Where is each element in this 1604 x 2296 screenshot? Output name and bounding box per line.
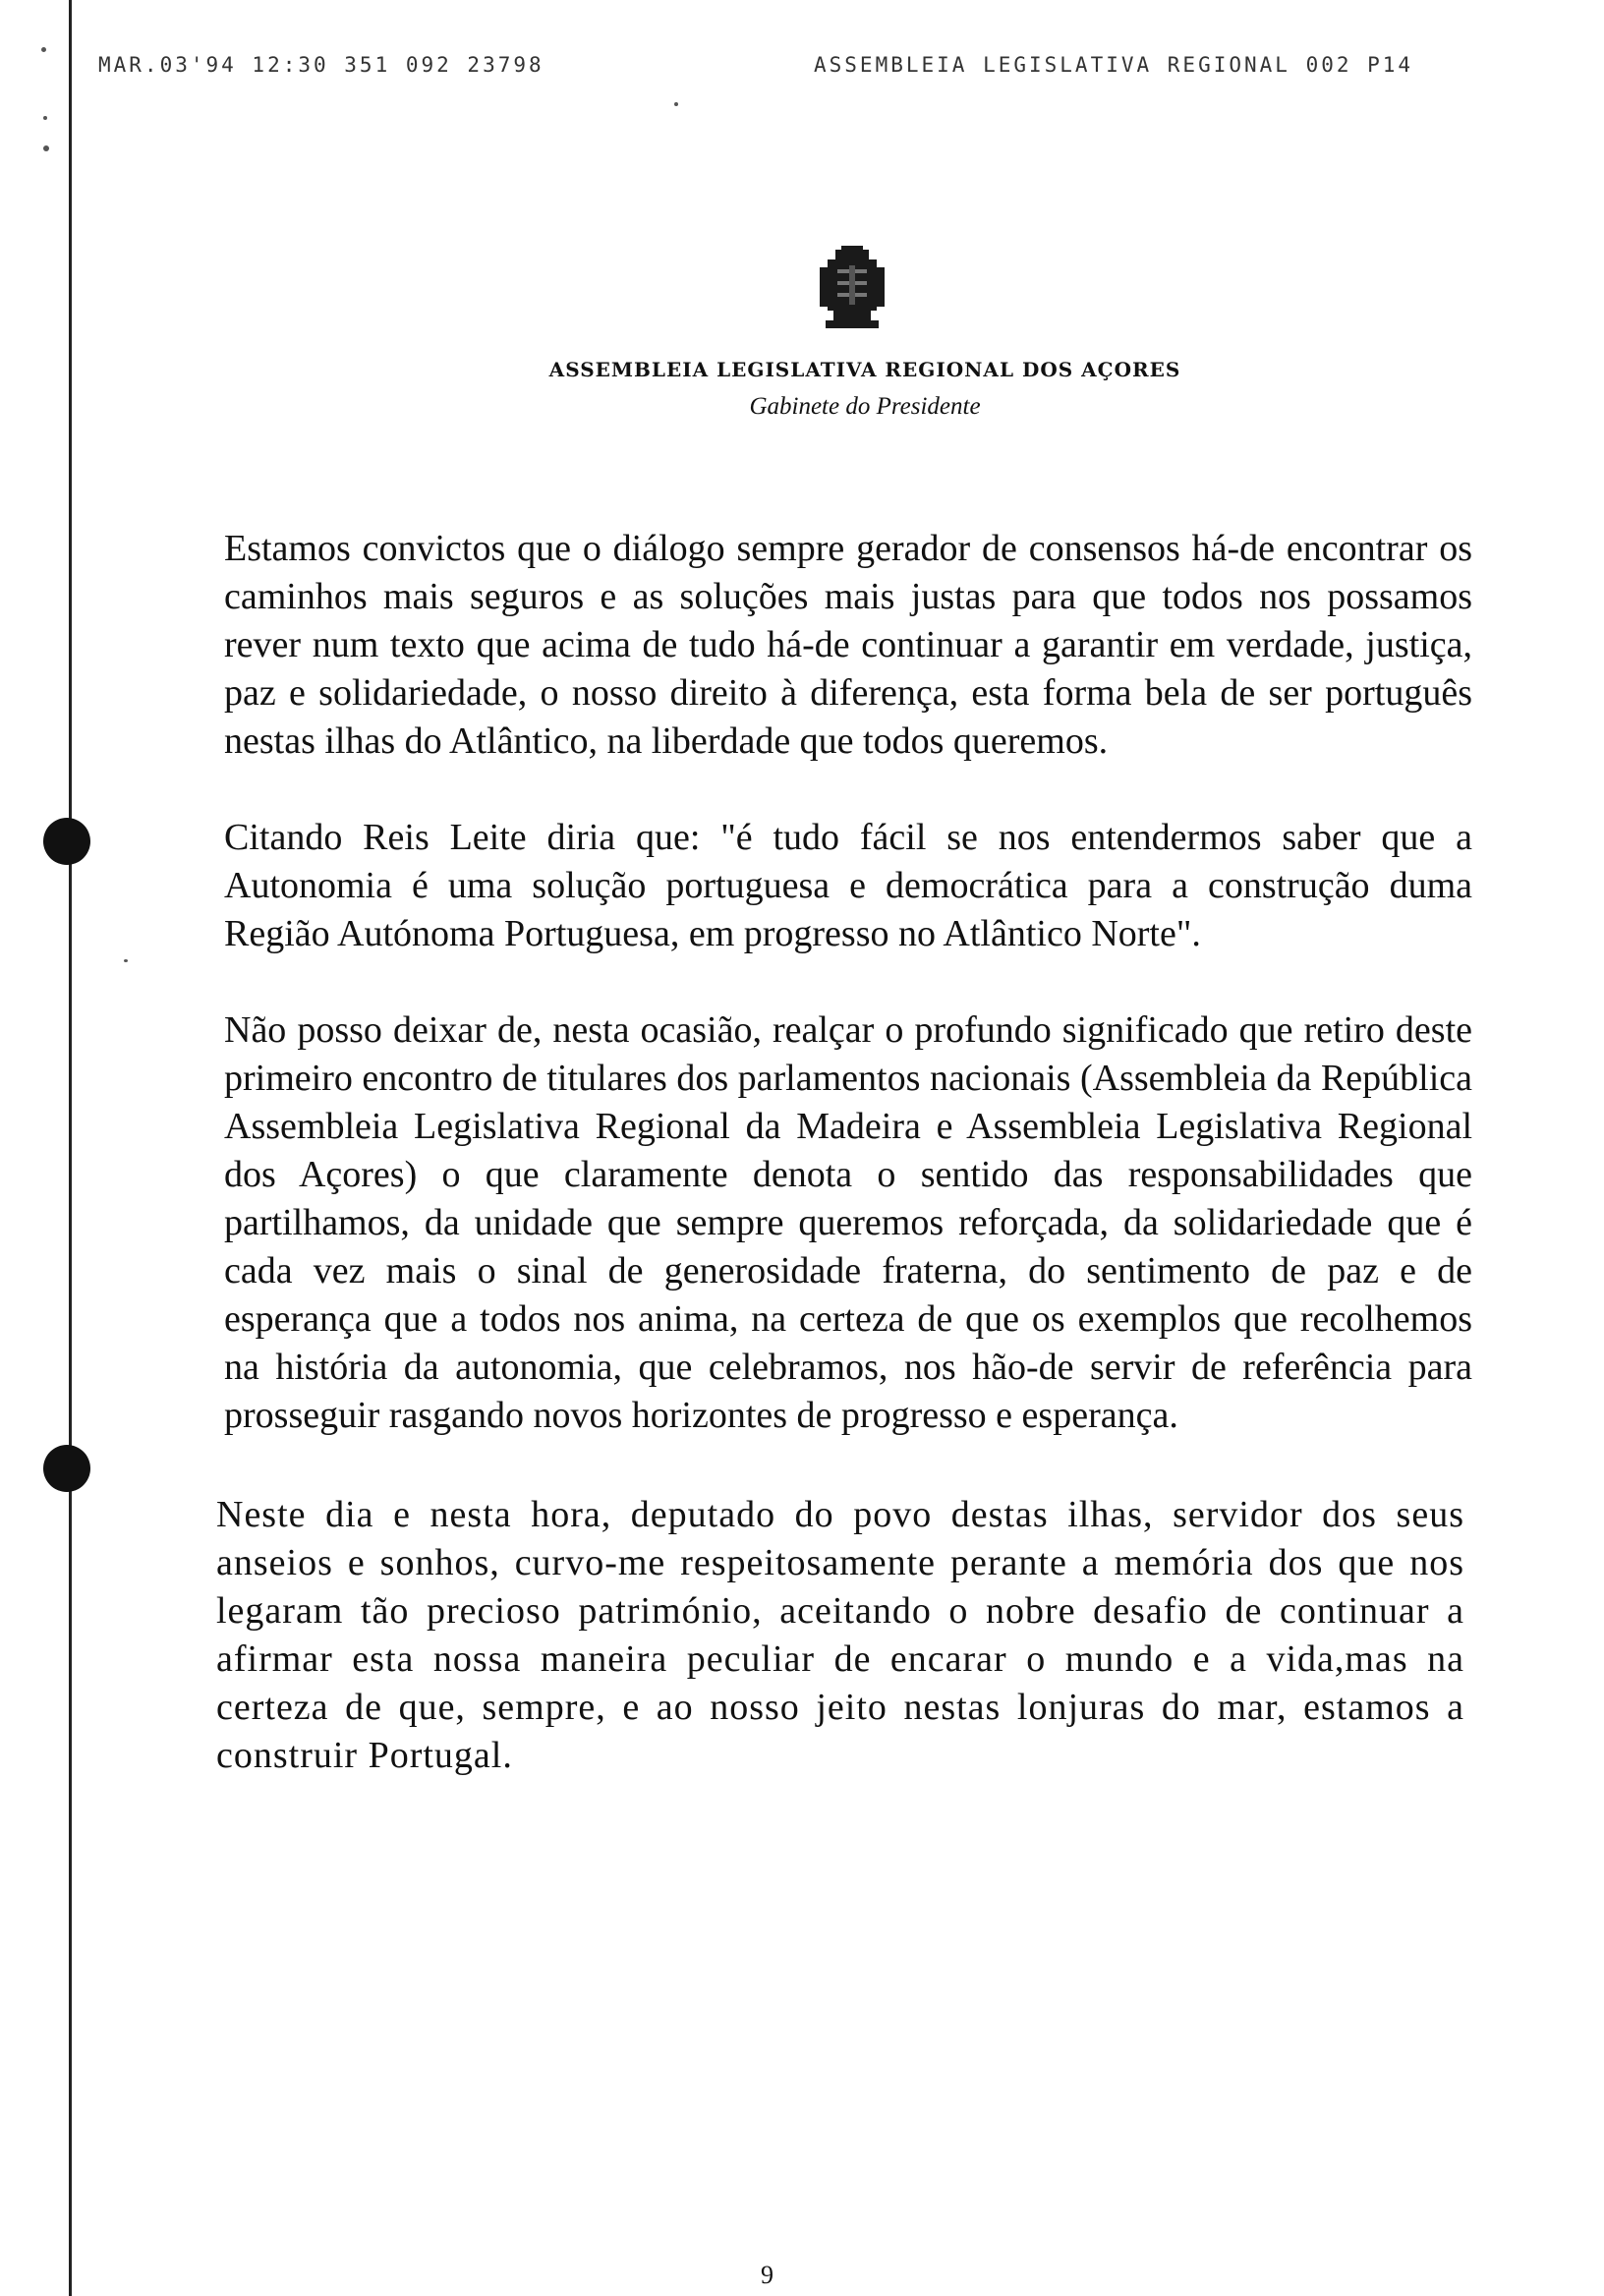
page-number: 9 [761, 2261, 773, 2289]
punch-hole [43, 818, 90, 865]
fax-header-date-number: MAR.03'94 12:30 351 092 23798 [98, 53, 544, 77]
scan-speck [43, 145, 49, 151]
fax-header-sender-page: ASSEMBLEIA LEGISLATIVA REGIONAL 002 P14 [814, 53, 1414, 77]
scan-speck [124, 959, 128, 962]
paragraph: Neste dia e nesta hora, deputado do povo destas ilhas, servidor dos seus anseios e sonhos, curvo-me respeitosamente perante a memória dos que nos legaram tão precioso património, aceitando o nobre desafio de continuar a afirmar esta nossa maneira peculiar de encarar o mundo e a vida,mas na certeza de que, sempre, e ao nosso jeito nestas lonjuras do mar, estamos a construir Portugal. [216, 1494, 1464, 1776]
letter-body [216, 525, 1472, 1828]
paragraph: Não posso deixar de, nesta ocasião, realçar o profundo significado que retiro deste primeiro encontro de titulares dos parlamentos nacionais (Assembleia da República Assembleia Legislativa Regional da Madeira e Assembleia Legislativa Regional dos Açores) o que claramente denota o sentido das responsabilidades que partilhamos, da unidade que sempre queremos reforçada, da solidariedade que é cada vez mais o sinal de generosidade fraterna, do sentimento de paz e de esperança que a todos nos anima, na certeza de que os exemplos que recolhemos na história da autonomia, que celebramos, nos hão-de servir de referência para prosseguir rasgando novos horizontes de progresso e esperança. [224, 1009, 1472, 1436]
scan-speck [674, 102, 678, 106]
paragraph: Citando Reis Leite diria que: "é tudo fácil se nos entendermos saber que a Autonomia é uma solução portuguesa e democrática para a construção duma Região Autónoma Portuguesa, em progresso no Atlântico Norte". [224, 817, 1472, 954]
paragraph: Estamos convictos que o diálogo sempre gerador de consensos há-de encontrar os caminhos mais seguros e as soluções mais justas para que todos nos possamos rever num texto que acima de tudo há-de continuar a garantir em verdade, justiça, paz e solidariedade, o nosso direito à diferença, esta forma bela de ser português nestas ilhas do Atlântico, na liberdade que todos queremos. [224, 528, 1472, 762]
scan-speck [41, 47, 46, 52]
scan-speck [43, 116, 47, 120]
office-name: Gabinete do Presidente [749, 393, 981, 420]
punch-hole [43, 1445, 90, 1492]
institution-name: ASSEMBLEIA LEGISLATIVA REGIONAL DOS AÇORES [548, 358, 1181, 381]
coat-of-arms-icon [820, 246, 885, 332]
margin-line [69, 0, 72, 2296]
